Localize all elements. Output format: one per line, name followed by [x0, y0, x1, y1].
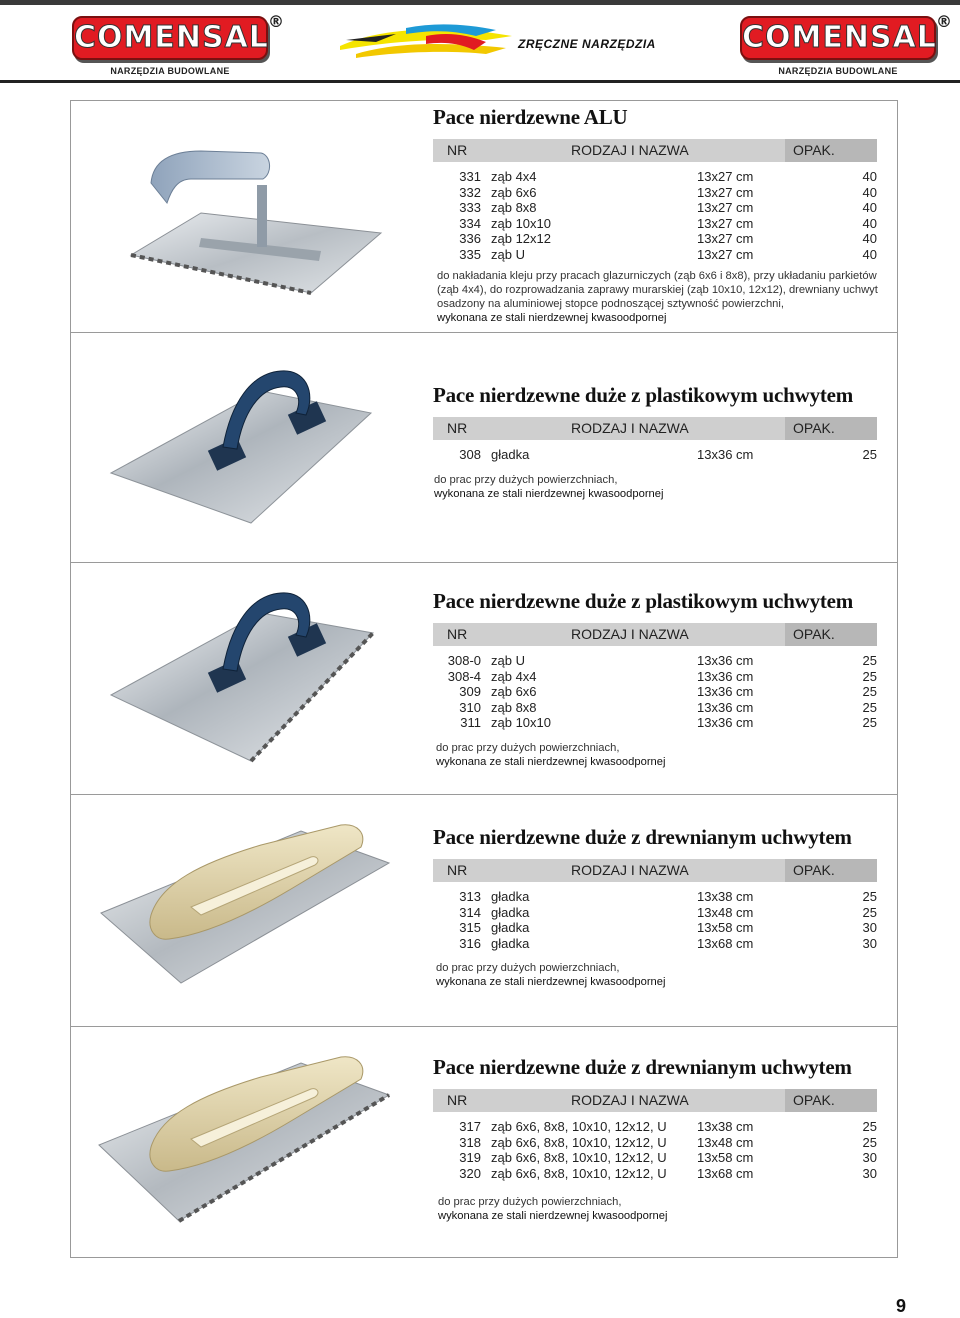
- header-rule: [0, 80, 960, 83]
- cell-name: gładka: [491, 447, 530, 462]
- cell-name: ząb 10x10: [491, 215, 551, 231]
- cell-size: 13x58 cm: [697, 1150, 754, 1166]
- cell-opak: 40: [862, 246, 877, 262]
- product-section-wood-notched: [71, 1027, 897, 1257]
- column-header-nr: NR: [447, 142, 468, 158]
- table-row: [433, 669, 877, 685]
- cell-name: ząb 6x6, 8x8, 10x10, 12x12, U: [491, 1150, 667, 1166]
- description-material: wykonana ze stali nierdzewnej kwasoodpornej: [434, 488, 664, 500]
- logo-subtitle: NARZĘDZIA BUDOWLANE: [778, 66, 898, 76]
- product-block: [433, 1055, 877, 1181]
- column-header-nr: NR: [447, 862, 468, 878]
- cell-size: 13x36 cm: [697, 699, 754, 715]
- table-row: [433, 231, 877, 247]
- column-header-nr: NR: [447, 420, 468, 436]
- cell-name: ząb 10x10: [491, 715, 551, 731]
- cell-size: 13x27 cm: [697, 246, 754, 262]
- product-description: [438, 1195, 888, 1223]
- table-row: [433, 936, 877, 952]
- description-line: do prac przy dużych powierzchniach,: [438, 1196, 622, 1208]
- cell-size: 13x38 cm: [697, 889, 754, 904]
- product-section-wood-smooth: [71, 795, 897, 1027]
- product-section-plastic-smooth: [71, 333, 897, 563]
- logo-brand-text: COMENSAL: [742, 20, 937, 55]
- description-line: (ząb 4x4), do rozprowadzania zaprawy murarskiej (ząb 10x10, 12x12), drewniany uchwyt: [437, 284, 878, 296]
- cell-nr: 308-4: [447, 668, 481, 684]
- registered-mark: ®: [268, 12, 284, 31]
- cell-opak: 25: [862, 668, 877, 684]
- logo-subtitle: NARZĘDZIA BUDOWLANE: [110, 66, 230, 76]
- cell-opak: 40: [862, 169, 877, 184]
- cell-name: ząb 6x6, 8x8, 10x10, 12x12, U: [491, 1119, 667, 1134]
- table-row: [433, 684, 877, 700]
- cell-opak: 25: [862, 1119, 877, 1134]
- product-table-rows: [433, 889, 877, 951]
- logo-badge: [740, 12, 952, 60]
- product-table-rows: [433, 447, 877, 463]
- table-row: [433, 1119, 877, 1135]
- section-title: Pace nierdzewne ALU: [433, 105, 628, 129]
- table-row: [433, 247, 877, 263]
- cell-nr: 311: [460, 715, 481, 731]
- cell-opak: 25: [862, 447, 877, 462]
- column-header-opak: OPAK.: [793, 1092, 835, 1108]
- section-title: Pace nierdzewne duże z plastikowym uchwytem: [433, 589, 854, 613]
- product-section-plastic-notched: [71, 563, 897, 795]
- cell-opak: 25: [862, 904, 877, 920]
- table-row: [433, 700, 877, 716]
- cell-nr: 315: [459, 920, 481, 936]
- cell-opak: 40: [862, 184, 877, 200]
- cell-opak: 25: [862, 889, 877, 904]
- cell-name: ząb 4x4: [491, 668, 537, 684]
- plastic-handle-smooth-trowel-illustration: [91, 363, 381, 533]
- cell-opak: 25: [862, 653, 877, 668]
- cell-opak: 30: [862, 935, 877, 951]
- product-table-rows: [433, 653, 877, 731]
- cell-size: 13x48 cm: [697, 1134, 754, 1150]
- cell-nr: 335: [459, 246, 481, 262]
- table-row: [433, 653, 877, 669]
- cell-opak: 30: [862, 920, 877, 936]
- cell-size: 13x27 cm: [697, 231, 754, 247]
- comensal-logo-right: [740, 12, 952, 76]
- cell-nr: 316: [459, 935, 481, 951]
- page-number: 9: [896, 1296, 907, 1316]
- cell-opak: 30: [862, 1150, 877, 1166]
- cell-name: ząb 6x6, 8x8, 10x10, 12x12, U: [491, 1165, 667, 1181]
- cell-name: ząb U: [491, 653, 525, 668]
- cell-opak: 40: [862, 200, 877, 216]
- cell-size: 13x27 cm: [697, 200, 754, 216]
- table-row: [433, 185, 877, 201]
- table-row: [433, 216, 877, 232]
- cell-size: 13x36 cm: [697, 684, 754, 700]
- registered-mark: ®: [936, 12, 952, 31]
- cell-nr: 308-0: [447, 653, 481, 668]
- cell-name: gładka: [491, 920, 530, 936]
- cell-name: ząb 4x4: [491, 169, 537, 184]
- table-header: [433, 859, 877, 882]
- description-material: wykonana ze stali nierdzewnej kwasoodpornej: [436, 976, 666, 988]
- table-row: [433, 200, 877, 216]
- cell-size: 13x27 cm: [697, 215, 754, 231]
- description-material: wykonana ze stali nierdzewnej kwasoodpornej: [438, 1210, 668, 1222]
- column-header-name: RODZAJ I NAZWA: [571, 142, 689, 158]
- product-description: [437, 269, 887, 325]
- alu-notched-trowel-illustration: [91, 143, 391, 303]
- description-line: do prac przy dużych powierzchniach,: [436, 962, 620, 974]
- cell-name: ząb 6x6, 8x8, 10x10, 12x12, U: [491, 1134, 667, 1150]
- top-rule: [0, 0, 960, 5]
- cell-name: ząb 6x6: [491, 684, 537, 700]
- table-row: [433, 169, 877, 185]
- cell-nr: 336: [459, 231, 481, 247]
- cell-size: 13x68 cm: [697, 935, 754, 951]
- description-material: wykonana ze stali nierdzewnej kwasoodpornej: [437, 312, 667, 324]
- table-header: [433, 139, 877, 162]
- product-section-alu: [71, 101, 897, 333]
- cell-size: 13x68 cm: [697, 1165, 754, 1181]
- plastic-handle-notched-trowel-illustration: [91, 583, 381, 768]
- table-header: [433, 623, 877, 646]
- cell-size: 13x48 cm: [697, 904, 754, 920]
- description-line: osadzony na aluminiowej stopce podnoszącej sztywność powierzchni,: [437, 298, 784, 310]
- cell-nr: 331: [459, 169, 481, 184]
- cell-nr: 309: [459, 684, 481, 700]
- column-header-opak: OPAK.: [793, 420, 835, 436]
- product-description: [436, 741, 886, 769]
- cell-size: 13x27 cm: [697, 184, 754, 200]
- cell-opak: 25: [862, 715, 877, 731]
- wooden-handle-notched-trowel-illustration: [91, 1053, 391, 1228]
- table-row: [433, 1135, 877, 1151]
- cell-nr: 332: [459, 184, 481, 200]
- cell-nr: 313: [459, 889, 481, 904]
- table-row: [433, 447, 877, 463]
- cell-nr: 317: [459, 1119, 481, 1134]
- cell-name: ząb 8x8: [491, 699, 537, 715]
- cell-size: 13x36 cm: [697, 653, 754, 668]
- section-title: Pace nierdzewne duże z plastikowym uchwytem: [433, 383, 854, 407]
- cell-size: 13x27 cm: [697, 169, 754, 184]
- cell-size: 13x36 cm: [697, 668, 754, 684]
- product-block: [433, 383, 877, 463]
- cell-opak: 25: [862, 684, 877, 700]
- logo-brand-text: COMENSAL: [74, 20, 269, 55]
- table-row: [433, 889, 877, 905]
- table-row: [433, 905, 877, 921]
- column-header-name: RODZAJ I NAZWA: [571, 862, 689, 878]
- cell-name: gładka: [491, 935, 530, 951]
- cell-nr: 310: [459, 699, 481, 715]
- cell-opak: 25: [862, 699, 877, 715]
- section-title: Pace nierdzewne duże z drewnianym uchwytem: [433, 825, 852, 849]
- product-description: [436, 961, 886, 989]
- cell-nr: 318: [459, 1134, 481, 1150]
- cell-name: gładka: [491, 889, 530, 904]
- product-table-rows: [433, 169, 877, 263]
- product-block: [433, 589, 877, 731]
- table-header: [433, 1089, 877, 1112]
- cell-opak: 40: [862, 215, 877, 231]
- column-header-opak: OPAK.: [793, 142, 835, 158]
- cell-nr: 334: [459, 215, 481, 231]
- cell-nr: 314: [459, 904, 481, 920]
- cell-size: 13x36 cm: [697, 447, 754, 462]
- product-block: [433, 825, 877, 951]
- cell-name: ząb 8x8: [491, 200, 537, 216]
- column-header-opak: OPAK.: [793, 862, 835, 878]
- tagline: ZRĘCZNE NARZĘDZIA: [518, 37, 656, 51]
- section-title: Pace nierdzewne duże z drewnianym uchwytem: [433, 1055, 852, 1079]
- cell-nr: 333: [459, 200, 481, 216]
- logo-badge: [72, 12, 284, 60]
- column-header-nr: NR: [447, 1092, 468, 1108]
- column-header-name: RODZAJ I NAZWA: [571, 1092, 689, 1108]
- cell-opak: 30: [862, 1165, 877, 1181]
- cell-name: ząb 6x6: [491, 184, 537, 200]
- cell-size: 13x38 cm: [697, 1119, 754, 1134]
- cell-nr: 319: [459, 1150, 481, 1166]
- column-header-nr: NR: [447, 626, 468, 642]
- column-header-name: RODZAJ I NAZWA: [571, 420, 689, 436]
- table-row: [433, 1150, 877, 1166]
- table-row: [433, 715, 877, 731]
- comensal-logo-left: [72, 12, 284, 76]
- cell-name: gładka: [491, 904, 530, 920]
- cell-nr: 308: [459, 447, 481, 462]
- cell-name: ząb U: [491, 246, 525, 262]
- cell-nr: 320: [459, 1165, 481, 1181]
- color-swoosh-graphic: [336, 20, 516, 68]
- description-material: wykonana ze stali nierdzewnej kwasoodpornej: [436, 756, 666, 768]
- product-table-rows: [433, 1119, 877, 1181]
- wooden-handle-smooth-trowel-illustration: [91, 823, 391, 993]
- cell-opak: 40: [862, 231, 877, 247]
- table-row: [433, 920, 877, 936]
- column-header-opak: OPAK.: [793, 626, 835, 642]
- cell-size: 13x58 cm: [697, 920, 754, 936]
- cell-opak: 25: [862, 1134, 877, 1150]
- table-row: [433, 1166, 877, 1182]
- column-header-name: RODZAJ I NAZWA: [571, 626, 689, 642]
- product-block: [433, 105, 877, 263]
- catalog-frame: [70, 100, 898, 1258]
- product-description: [434, 473, 884, 501]
- description-line: do prac przy dużych powierzchniach,: [436, 742, 620, 754]
- cell-name: ząb 12x12: [491, 231, 551, 247]
- cell-size: 13x36 cm: [697, 715, 754, 731]
- page-header: [0, 10, 960, 80]
- description-line: do prac przy dużych powierzchniach,: [434, 474, 618, 486]
- description-line: do nakładania kleju przy pracach glazurniczych (ząb 6x6 i 8x8), przy układaniu parkietów: [437, 270, 877, 282]
- table-header: [433, 417, 877, 440]
